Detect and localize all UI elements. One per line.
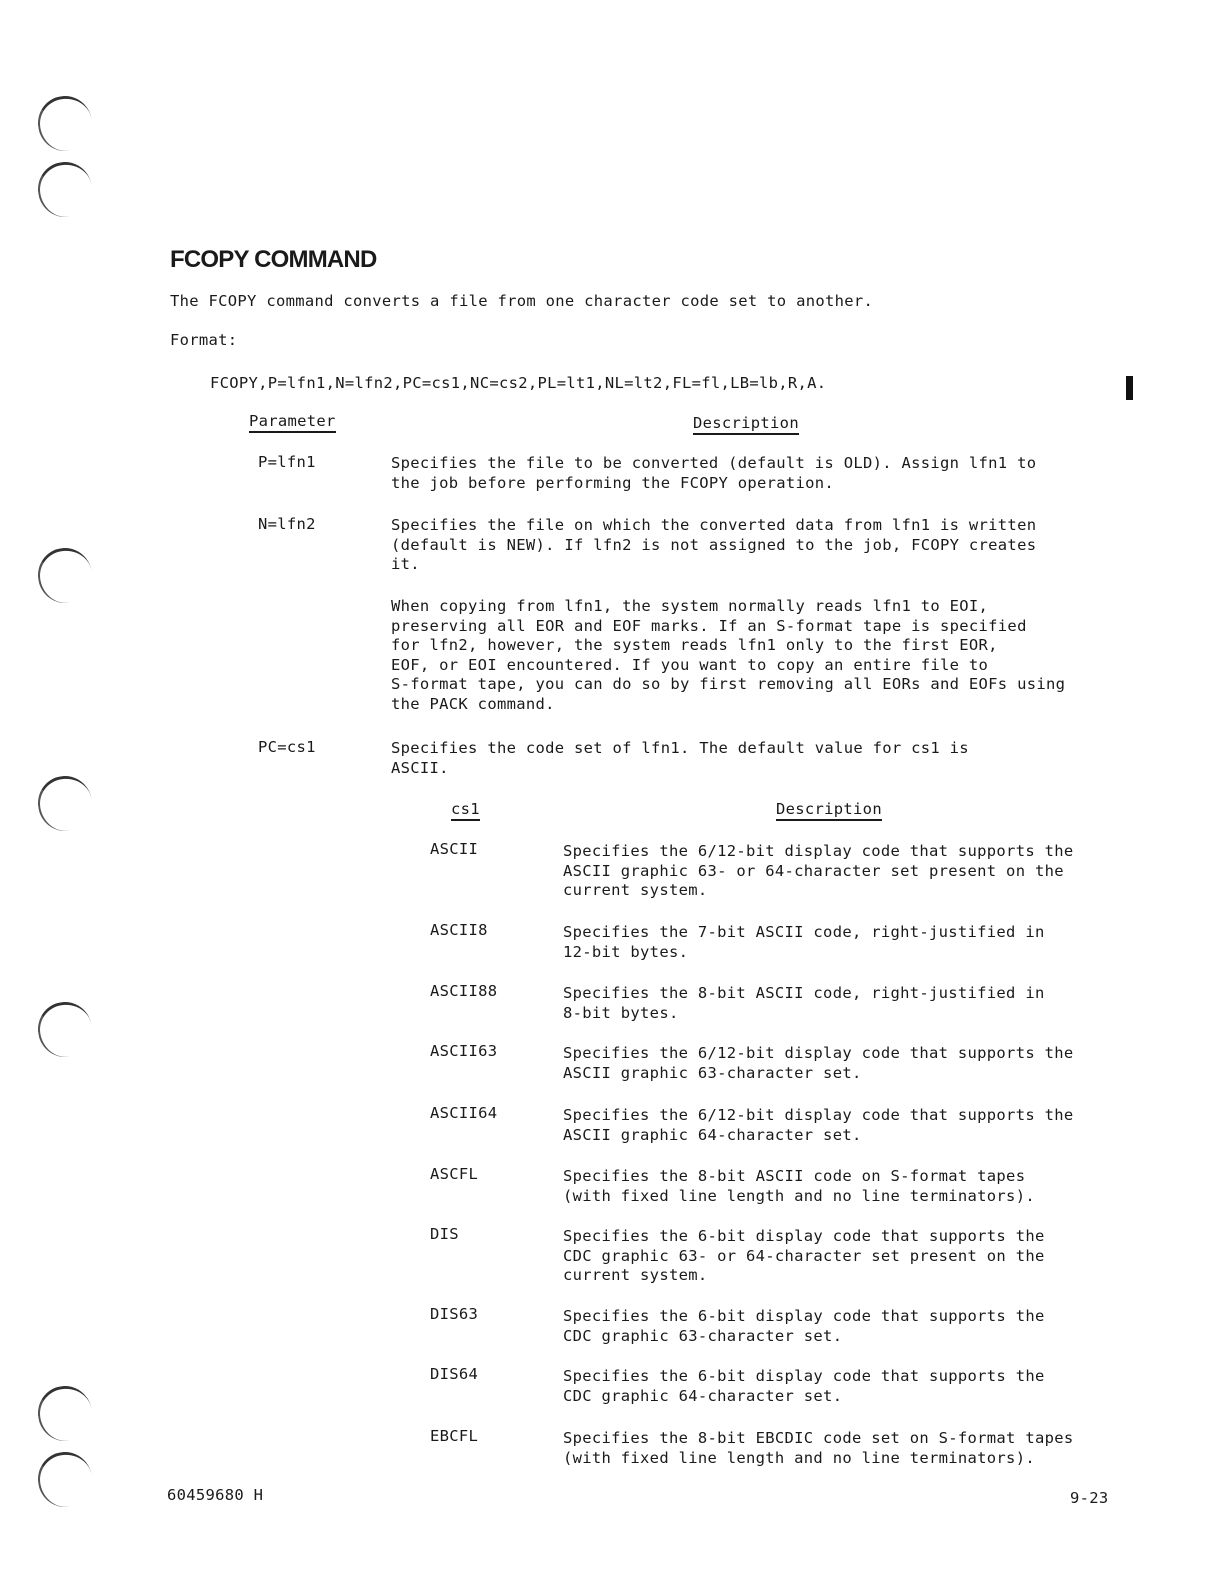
param-description xyxy=(391,739,969,778)
document-number: 60459680 H xyxy=(167,1486,264,1504)
text-line: Specifies the 7-bit ASCII code, right-justified in xyxy=(563,923,1045,941)
code-set-name: ASCII8 xyxy=(430,921,488,939)
text-line: (default is NEW). If lfn2 is not assigned to the job, FCOPY creates xyxy=(391,535,1037,554)
text-line: ASCII graphic 64-character set. xyxy=(563,1125,862,1144)
text-line: the job before performing the FCOPY operation. xyxy=(391,473,835,492)
code-set-description xyxy=(563,1167,1123,1206)
text-line: Specifies the 6/12-bit display code that supports the xyxy=(563,842,1074,860)
text-line: 8-bit bytes. xyxy=(563,1003,679,1022)
code-set-name: ASCII63 xyxy=(430,1042,498,1060)
text-line: (with fixed line length and no line terminators). xyxy=(563,1448,1035,1467)
code-set-name: DIS xyxy=(430,1225,459,1243)
binder-hole-mark xyxy=(34,544,97,608)
code-set-description xyxy=(563,1367,1123,1406)
text-line: ASCII graphic 63- or 64-character set present on the xyxy=(563,861,1064,880)
code-set-description xyxy=(563,1227,1123,1286)
intro-text: The FCOPY command converts a file from one character code set to another. xyxy=(170,292,874,310)
code-set-name: ASCII64 xyxy=(430,1104,498,1122)
binder-hole-mark xyxy=(34,998,97,1062)
text-line: Specifies the code set of lfn1. The default value for cs1 is xyxy=(391,739,969,757)
text-line: 12-bit bytes. xyxy=(563,942,689,961)
parameter-header: Parameter xyxy=(249,412,336,433)
code-set-description xyxy=(563,1307,1123,1346)
code-set-name: DIS64 xyxy=(430,1365,479,1383)
text-line: S-format tape, you can do so by first removing all EORs and EOFs using xyxy=(391,675,1066,693)
text-line: Specifies the 8-bit ASCII code on S-format tapes xyxy=(563,1167,1026,1185)
code-set-name: DIS63 xyxy=(430,1305,479,1323)
code-set-description xyxy=(563,1106,1123,1145)
code-set-description xyxy=(563,1044,1123,1083)
text-line: ASCII graphic 63-character set. xyxy=(563,1063,862,1082)
text-line: Specifies the 8-bit ASCII code, right-justified in xyxy=(563,984,1045,1002)
text-line: CDC graphic 63- or 64-character set present on the xyxy=(563,1246,1045,1265)
code-set-description xyxy=(563,1429,1123,1468)
text-line: Specifies the 6-bit display code that supports the xyxy=(563,1367,1045,1385)
format-label: Format: xyxy=(170,331,238,349)
page-number: 9-23 xyxy=(1070,1489,1109,1507)
text-line: it. xyxy=(391,555,420,573)
code-set-name: EBCFL xyxy=(430,1427,479,1445)
text-line: Specifies the 6/12-bit display code that supports the xyxy=(563,1044,1074,1062)
text-line: CDC graphic 64-character set. xyxy=(563,1386,843,1405)
param-name: N=lfn2 xyxy=(258,515,316,533)
text-line: Specifies the file on which the converted data from lfn1 is written xyxy=(391,516,1037,534)
text-line: for lfn2, however, the system reads lfn1 only to the first EOR, xyxy=(391,636,998,654)
text-line: CDC graphic 63-character set. xyxy=(563,1326,843,1345)
text-line: Specifies the 6-bit display code that supports the xyxy=(563,1227,1045,1245)
binder-hole-mark xyxy=(34,92,97,156)
binder-hole-mark xyxy=(34,158,97,222)
text-line: When copying from lfn1, the system normally reads lfn1 to EOI, xyxy=(391,597,989,615)
binder-hole-mark xyxy=(34,1448,97,1512)
cs-header: cs1 xyxy=(451,800,480,821)
text-line: preserving all EOR and EOF marks. If an S-format tape is specified xyxy=(391,616,1027,635)
text-line: current system. xyxy=(563,1266,708,1284)
code-set-description xyxy=(563,984,1123,1023)
text-line: Specifies the 6-bit display code that supports the xyxy=(563,1307,1045,1325)
param-description xyxy=(391,516,1036,575)
text-line: ASCII. xyxy=(391,758,449,777)
text-line: Specifies the file to be converted (default is OLD). Assign lfn1 to xyxy=(391,454,1037,472)
param-description xyxy=(391,454,1036,493)
code-set-description xyxy=(563,842,1123,901)
binder-hole-mark xyxy=(34,772,97,836)
binder-hole-mark xyxy=(34,1382,97,1446)
param-name: PC=cs1 xyxy=(258,738,316,756)
code-set-name: ASCFL xyxy=(430,1165,479,1183)
subtable-description-header: Description xyxy=(776,800,882,821)
text-line: EOF, or EOI encountered. If you want to copy an entire file to xyxy=(391,655,989,674)
text-line: Specifies the 8-bit EBCDIC code set on S-format tapes xyxy=(563,1429,1074,1447)
text-line: Specifies the 6/12-bit display code that supports the xyxy=(563,1106,1074,1124)
code-set-name: ASCII xyxy=(430,840,479,858)
text-line: the PACK command. xyxy=(391,694,555,713)
format-syntax: FCOPY,P=lfn1,N=lfn2,PC=cs1,NC=cs2,PL=lt1,NL=lt2,FL=fl,LB=lb,R,A. xyxy=(210,374,827,392)
param-name: P=lfn1 xyxy=(258,453,316,471)
code-set-name: ASCII88 xyxy=(430,982,498,1000)
page-title: FCOPY COMMAND xyxy=(170,246,377,273)
text-line: current system. xyxy=(563,881,708,899)
text-line: (with fixed line length and no line terminators). xyxy=(563,1186,1035,1205)
description-header: Description xyxy=(693,414,799,435)
change-bar xyxy=(1126,376,1133,400)
note-paragraph xyxy=(391,597,1065,714)
code-set-description xyxy=(563,923,1123,962)
